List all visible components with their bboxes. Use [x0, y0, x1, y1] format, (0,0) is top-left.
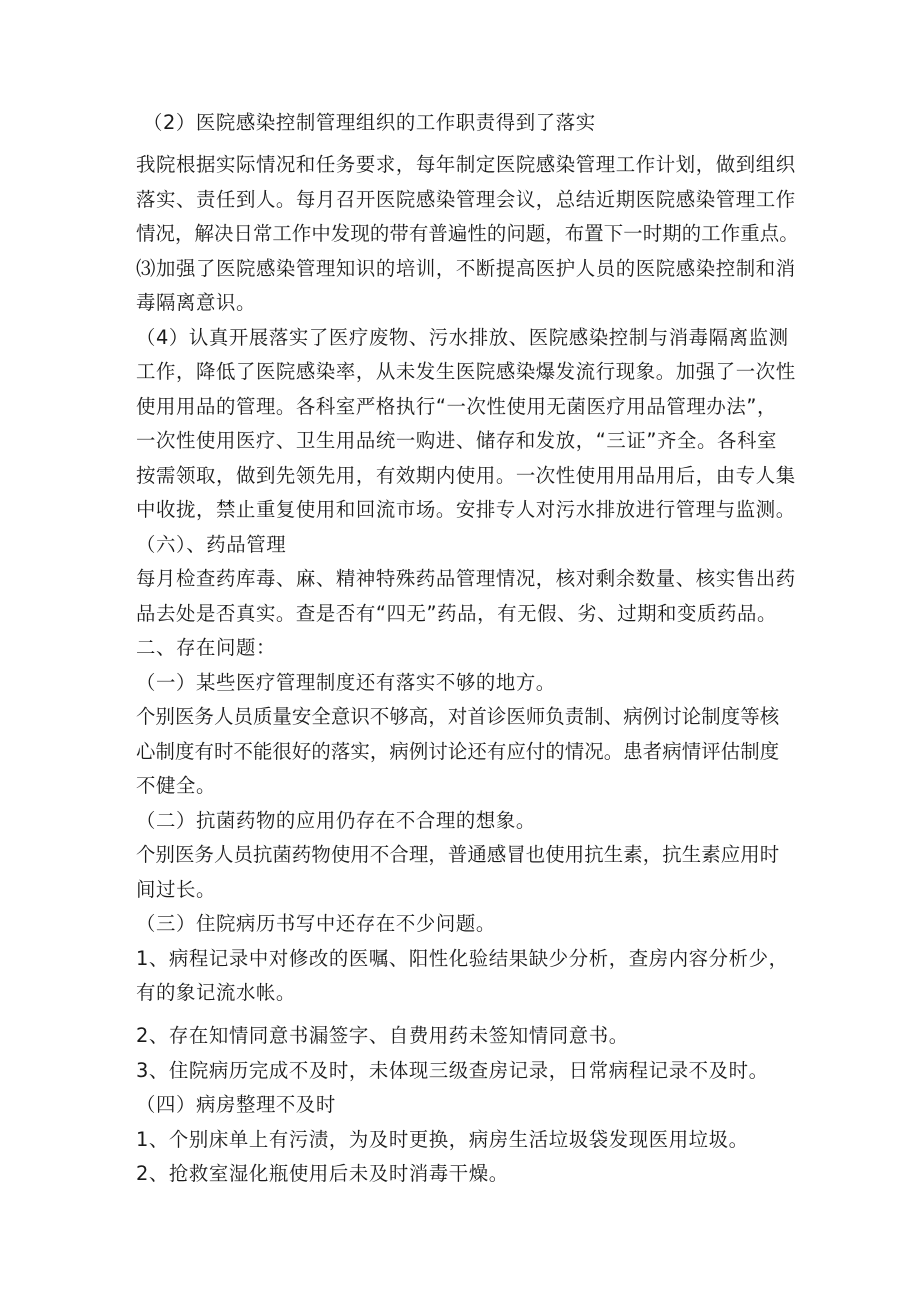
section-heading: （三）住院病历书写中还存在不少问题。: [136, 912, 496, 935]
paragraph-line: 中收拢，禁止重复使用和回流市场。安排专人对污水排放进行管理与监测。: [136, 498, 796, 521]
paragraph-line: ⑶加强了医院感染管理知识的培训，不断提高医护人员的医院感染控制和消: [136, 257, 796, 280]
paragraph-line: 1、病程记录中对修改的医嘱、阳性化验结果缺少分析，查房内容分析少，: [136, 947, 789, 970]
paragraph-line: 间过长。: [136, 878, 216, 901]
paragraph-line: 2、存在知情同意书漏签字、自费用药未签知情同意书。: [136, 1024, 629, 1047]
paragraph-line: 落实、责任到人。每月召开医院感染管理会议，总结近期医院感染管理工作: [136, 188, 796, 211]
paragraph-line: （4）认真开展落实了医疗废物、污水排放、医院感染控制与消毒隔离监测: [136, 326, 789, 349]
paragraph-line: 个别医务人员质量安全意识不够高，对首诊医师负责制、病例讨论制度等核: [136, 705, 780, 728]
paragraph-line: 有的象记流水帐。: [136, 981, 296, 1004]
paragraph-line: 个别医务人员抗菌药物使用不合理，普通感冒也使用抗生素，抗生素应用时: [136, 843, 780, 866]
section-heading: 二、存在问题：: [136, 636, 276, 659]
paragraph-line: 工作，降低了医院感染率，从未发生医院感染爆发流行现象。加强了一次性: [136, 360, 796, 383]
paragraph-line: 毒隔离意识。: [136, 291, 256, 314]
paragraph-line: 品去处是否真实。查是否有“四无”药品，有无假、劣、过期和变质药品。: [136, 602, 777, 625]
section-heading: （一）某些医疗管理制度还有落实不够的地方。: [136, 671, 556, 694]
paragraph-line: 按需领取，做到先领先用，有效期内使用。一次性使用用品用后，由专人集: [136, 464, 796, 487]
paragraph-line: 1、个别床单上有污渍，为及时更换，病房生活垃圾袋发现医用垃圾。: [136, 1128, 749, 1151]
section-heading: （2）医院感染控制管理组织的工作职责得到了落实: [143, 111, 596, 134]
section-heading: （六）、药品管理: [136, 533, 287, 556]
paragraph-line: 心制度有时不能很好的落实，病例讨论还有应付的情况。患者病情评估制度: [136, 740, 780, 763]
paragraph-line: 2、抢救室湿化瓶使用后未及时消毒干燥。: [136, 1162, 509, 1185]
paragraph-line: 使用用品的管理。各科室严格执行“一次性使用无菌医疗用品管理办法”，: [136, 395, 777, 418]
paragraph-line: 不健全。: [136, 774, 216, 797]
paragraph-line: 每月检查药库毒、麻、精神特殊药品管理情况，核对剩余数量、核实售出药: [136, 567, 796, 590]
paragraph-line: 我院根据实际情况和任务要求，每年制定医院感染管理工作计划，做到组织: [136, 153, 796, 176]
paragraph-line: 3、住院病历完成不及时，未体现三级查房记录，日常病程记录不及时。: [136, 1059, 769, 1082]
paragraph-line: 一次性使用医疗、卫生用品统一购进、储存和发放，“三证”齐全。各科室: [136, 429, 777, 452]
section-heading: （四）病房整理不及时: [136, 1093, 336, 1116]
paragraph-line: 情况，解决日常工作中发现的带有普遍性的问题，布置下一时期的工作重点。: [136, 222, 799, 245]
section-heading: （二）抗菌药物的应用仍存在不合理的想象。: [136, 809, 536, 832]
